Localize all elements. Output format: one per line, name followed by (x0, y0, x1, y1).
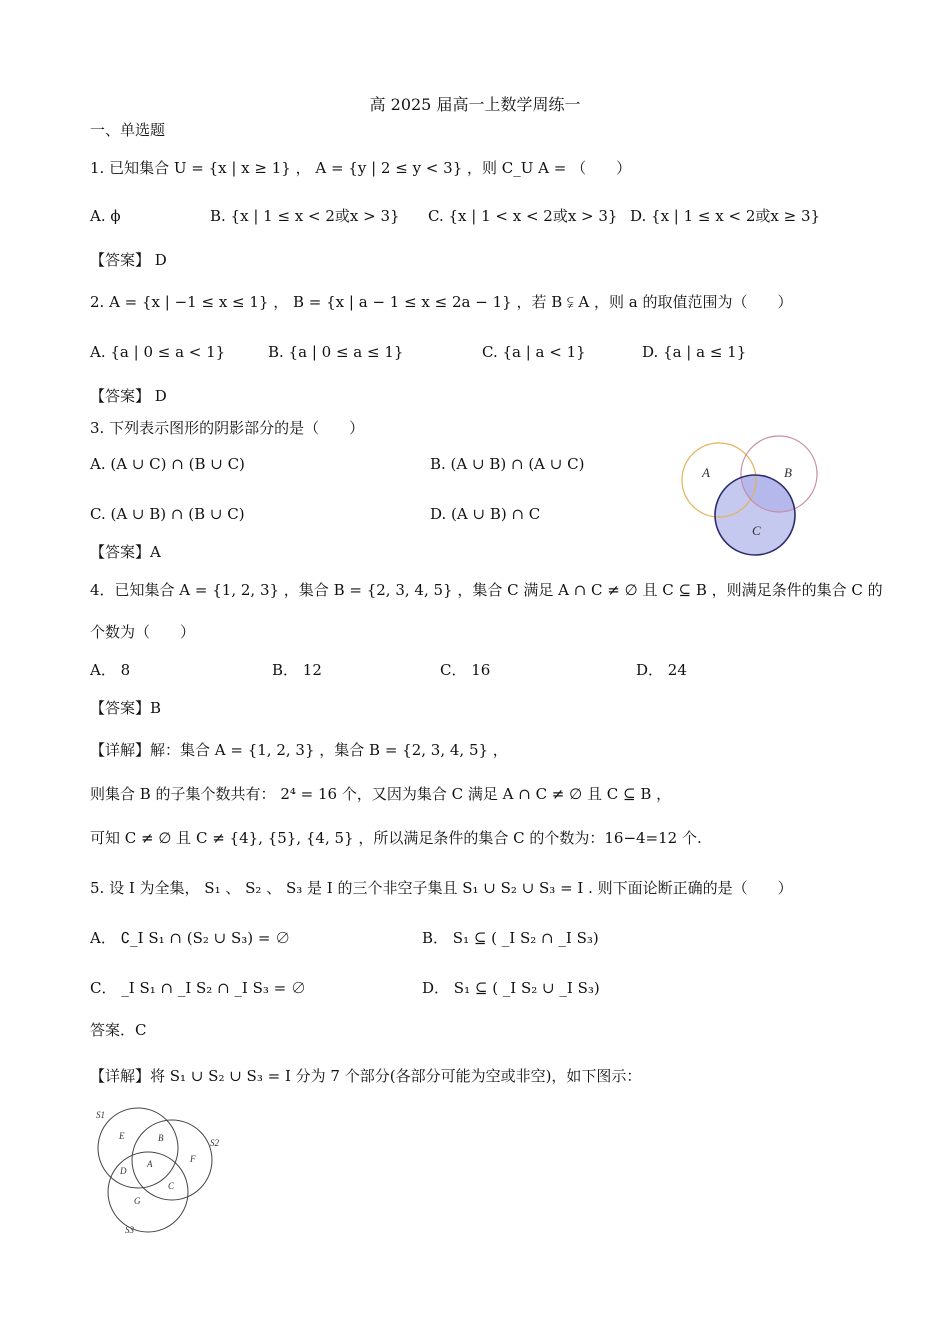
q3-label-c: C (752, 523, 761, 538)
q5-stem: 5. 设 I 为全集， S₁ 、 S₂ 、 S₃ 是 I 的三个非空子集且 S₁ ∪ S₂ ∪ S₃ = I . 则下面论断正确的是（ ） (90, 879, 793, 897)
page-title: 高 2025 届高一上数学周练一 (369, 95, 581, 114)
q3-venn-diagram (672, 428, 832, 560)
q2-option-b: B. {a | 0 ≤ a ≤ 1} (268, 343, 404, 361)
q2-option-a: A. {a | 0 ≤ a < 1} (90, 343, 226, 361)
q5-region-g: G (134, 1196, 141, 1206)
q1-stem: 1. 已知集合 U = {x | x ≥ 1} ， A = {y | 2 ≤ y < 3} ，则 C_U A = （ ） (90, 159, 632, 177)
q5-label-s1: S1 (96, 1110, 105, 1120)
q3-option-b: B. (A ∪ B) ∩ (A ∪ C) (430, 455, 585, 473)
q5-option-c: C． _I S₁ ∩ _I S₂ ∩ _I S₃ = ∅ (90, 979, 307, 997)
q4-option-d: D． 24 (636, 661, 687, 679)
section-heading: 一、单选题 (90, 121, 166, 139)
q3-answer: 【答案】A (90, 543, 161, 561)
q5-region-c: C (168, 1181, 175, 1191)
q4-option-b: B． 12 (272, 661, 322, 679)
q3-option-c: C. (A ∪ B) ∩ (B ∪ C) (90, 505, 245, 523)
q2-option-d: D. {a | a ≤ 1} (642, 343, 747, 361)
q5-region-f: F (190, 1154, 196, 1164)
q1-option-a: A. ϕ (90, 207, 121, 225)
q1-option-c: C. {x | 1 < x < 2或x > 3} (428, 207, 618, 225)
q4-option-a: A． 8 (90, 661, 131, 679)
q4-detail-line3: 可知 C ≠ ∅ 且 C ≠ {4}, {5}, {4, 5} ，所以满足条件的集合 C 的个数为：16−4=12 个. (90, 829, 702, 847)
q2-stem: 2. A = {x | −1 ≤ x ≤ 1} ， B = {x | a − 1 ≤ x ≤ 2a − 1} ，若 B ⫋ A ，则 a 的取值范围为（ ） (90, 293, 793, 311)
q5-detail: 【详解】将 S₁ ∪ S₂ ∪ S₃ = I 分为 7 个部分(各部分可能为空或非空)，如下图示： (90, 1067, 642, 1085)
q3-label-b: B (784, 465, 792, 480)
q2-option-c: C. {a | a < 1} (482, 343, 586, 361)
q3-label-a: A (702, 465, 710, 480)
q4-stem-line1: 4．已知集合 A = {1, 2, 3} ，集合 B = {2, 3, 4, 5} ，集合 C 满足 A ∩ C ≠ ∅ 且 C ⊆ B ，则满足条件的集合 C 的 (90, 581, 883, 599)
q5-option-d: D． S₁ ⊆ ( _I S₂ ∪ _I S₃) (422, 979, 600, 997)
q5-label-s2: S2 (210, 1138, 219, 1148)
q5-option-b: B． S₁ ⊆ ( _I S₂ ∩ _I S₃) (422, 929, 599, 947)
q5-label-s3: S3 (125, 1225, 134, 1235)
q4-detail-line1: 【详解】解：集合 A = {1, 2, 3} ，集合 B = {2, 3, 4, 5} ， (90, 741, 508, 759)
q3-stem: 3. 下列表示图形的阴影部分的是（ ） (90, 419, 365, 437)
q5-region-b: B (158, 1133, 164, 1143)
q4-answer: 【答案】B (90, 699, 162, 717)
q1-option-d: D. {x | 1 ≤ x < 2或x ≥ 3} (630, 207, 821, 225)
q5-option-a: A． ∁_I S₁ ∩ (S₂ ∪ S₃) = ∅ (90, 929, 291, 947)
q4-detail-line2: 则集合 B 的子集个数共有： 2⁴ = 16 个，又因为集合 C 满足 A ∩ C ≠ ∅ 且 C ⊆ B ， (90, 785, 672, 803)
q5-region-d: D (120, 1166, 127, 1176)
q5-region-a: A (147, 1159, 153, 1169)
q1-option-b: B. {x | 1 ≤ x < 2或x > 3} (210, 207, 400, 225)
q3-option-a: A. (A ∪ C) ∩ (B ∪ C) (90, 455, 245, 473)
q5-answer: 答案．C (90, 1021, 147, 1039)
q4-stem-line2: 个数为（ ） (90, 623, 196, 641)
q5-venn-diagram (88, 1100, 233, 1240)
q4-option-c: C． 16 (440, 661, 491, 679)
q2-answer: 【答案】 D (90, 387, 167, 405)
q1-answer: 【答案】 D (90, 251, 167, 269)
q5-region-e: E (119, 1131, 125, 1141)
q3-option-d: D. (A ∪ B) ∩ C (430, 505, 541, 523)
